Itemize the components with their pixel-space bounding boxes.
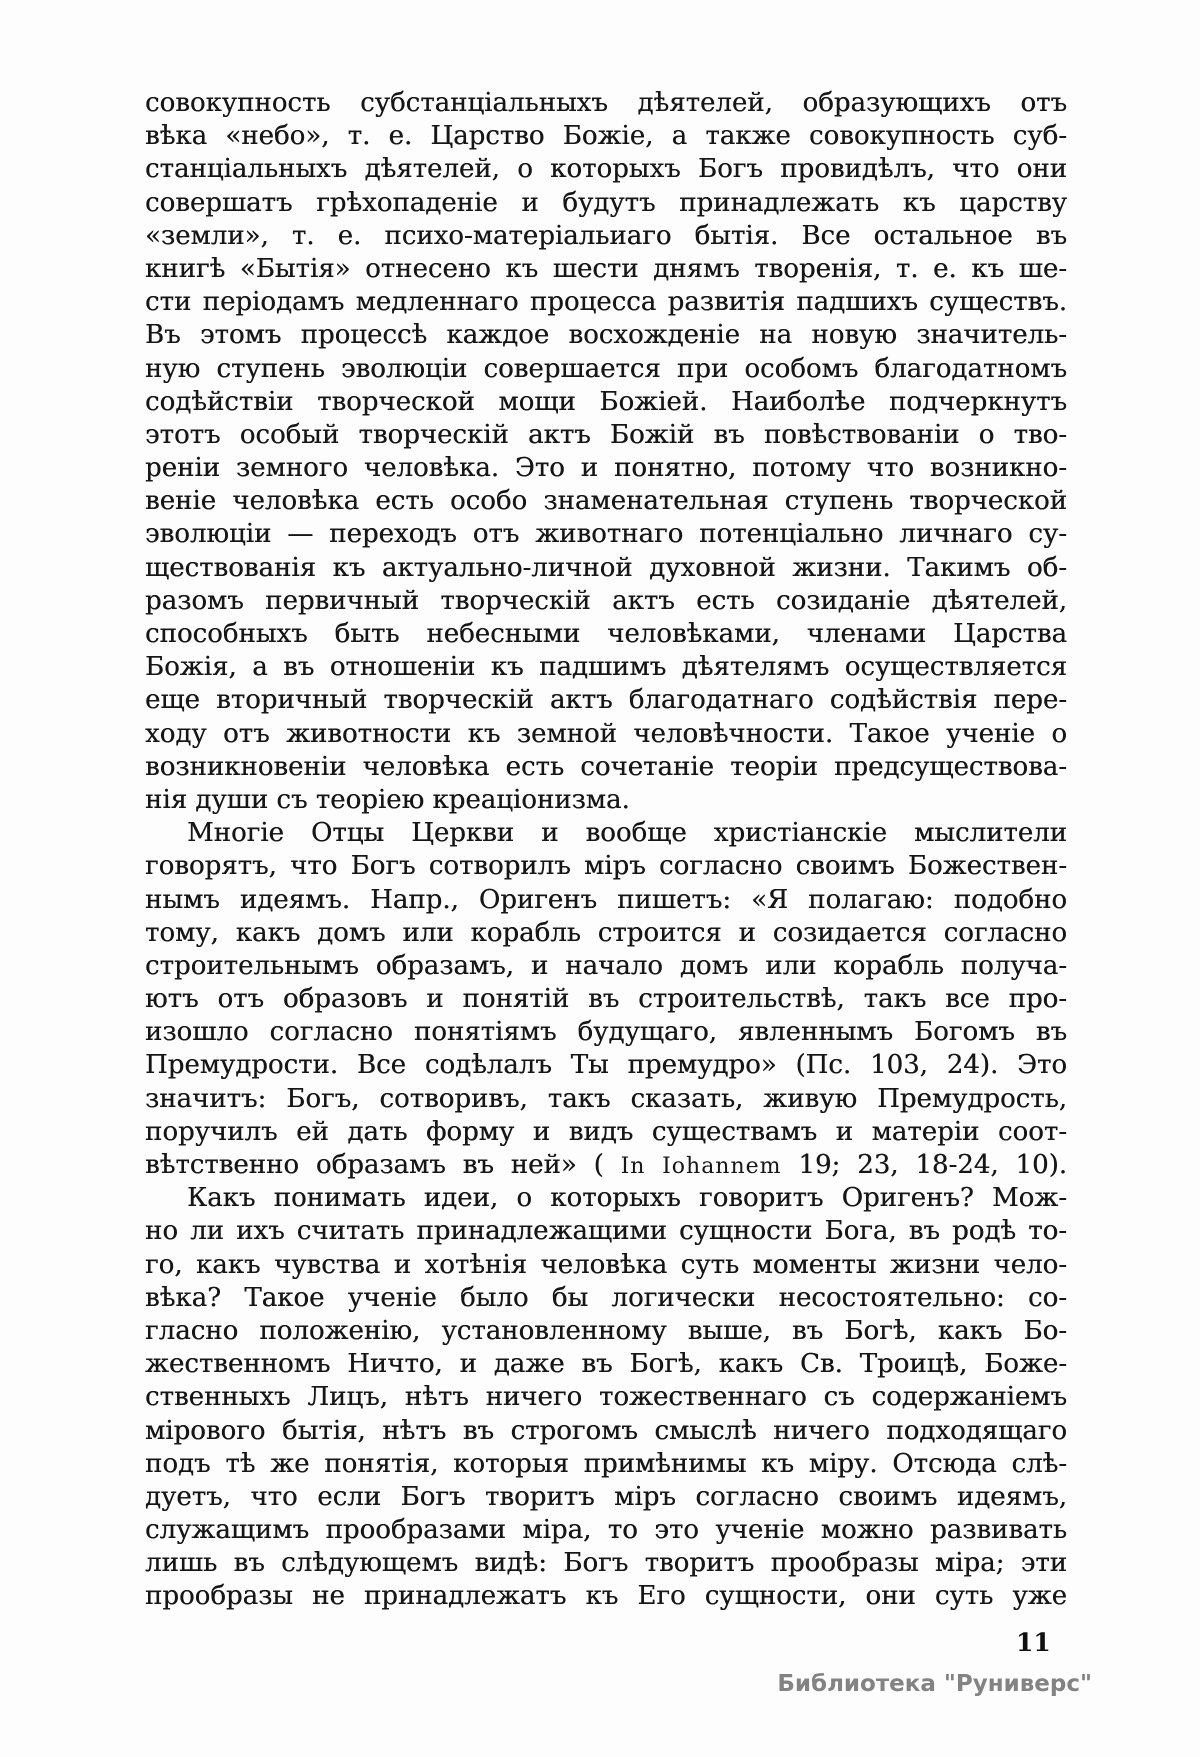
text-line [145,220,1067,253]
text-line [145,1049,1067,1082]
text-segment: строительнымъ образамъ, и начало домъ или корабль получа- [145,950,1067,981]
text-line [145,1315,1067,1348]
text-line [145,1215,1067,1248]
text-line [145,618,1067,651]
text-line [145,1182,1067,1215]
latin-citation: In Iohannem [620,1154,782,1179]
text-segment: сти періодамъ медленнаго процесса развитія падшихъ существъ. [145,287,1067,318]
text-line [145,1016,1067,1049]
text-line [145,1415,1067,1448]
text-line [145,87,1067,120]
text-segment: еще вторичный творческій актъ благодатнаго содѣйствія пере- [145,685,1067,716]
text-line [145,153,1067,186]
text-segment: Божія, а въ отношеніи къ падшимъ дѣятелямъ осуществляется [145,652,1067,683]
text-segment: ществованія къ актуально-личной духовной жизни. Такимъ об- [145,552,1067,583]
text-line [145,319,1067,352]
text-segment: значитъ: Богъ, сотворивъ, такъ сказать, живую Премудрость, [145,1083,1067,1114]
text-segment: ственныхъ Лицъ, нѣтъ ничего тожественнаго съ содержаніемъ [145,1382,1067,1413]
text-segment: нія души съ теоріею креаціонизма. [145,784,630,815]
text-line [145,917,1067,950]
text-line [145,1282,1067,1315]
text-line [145,1083,1067,1116]
text-segment: дуетъ, что если Богъ творитъ міръ согласно своимъ идеямъ, [145,1481,1067,1512]
text-line [145,386,1067,419]
text-line [145,1381,1067,1414]
text-segment: книгѣ «Бытія» отнесено къ шести днямъ творенія, т. е. къ ше- [145,253,1067,284]
text-segment: реніи земного человѣка. Это и понятно, потому что возникно- [145,453,1067,484]
text-line [145,1116,1067,1149]
text-segment: ходу отъ животности къ земной человѣчности. Такое ученіе о [145,718,1067,749]
text-segment: Въ этомъ процессѣ каждое восхожденіе на новую значитель- [145,320,1067,351]
text-line [145,1580,1067,1613]
text-line [145,684,1067,717]
text-line [145,187,1067,220]
text-segment: эволюціи — переходъ отъ животнаго потенціально личнаго су- [145,519,1067,550]
text-line [145,1348,1067,1381]
text-segment: возникновеніи человѣка есть сочетаніе теоріи предсуществова- [145,751,1067,782]
text-line [145,1514,1067,1547]
text-line [145,1547,1067,1580]
text-segment: вѣка «небо», т. е. Царство Божіе, а также совокупность суб- [145,121,1067,152]
text-line [145,1481,1067,1514]
text-segment: подъ тѣ же понятія, которыя примѣнимы къ міру. Отсюда слѣ- [145,1448,1067,1479]
text-segment: этотъ особый творческій актъ Божій въ повѣствованіи о тво- [145,419,1067,450]
text-segment: Какъ понимать идеи, о которыхъ говоритъ Оригенъ? Мож- [187,1183,1067,1214]
text-segment: совершатъ грѣхопаденіе и будутъ принадлежать къ царству [145,187,1067,218]
text-segment: прообразы не принадлежатъ къ Его сущности, они суть уже [145,1581,1067,1612]
text-segment: станціальныхъ дѣятелей, о которыхъ Богъ провидѣлъ, что они [145,154,1067,185]
text-segment: мірового бытія, нѣтъ въ строгомъ смыслѣ ничего подходящаго [145,1415,1067,1446]
text-segment: говорятъ, что Богъ сотворилъ міръ согласно своимъ Божествен- [145,851,1067,882]
text-segment: тому, какъ домъ или корабль строится и созидается согласно [145,917,1067,948]
text-segment: вѣтственно образамъ въ ней» ( [145,1150,621,1180]
text-segment: лишь въ слѣдующемъ видѣ: Богъ творитъ прообразы міра; эти [145,1548,1067,1579]
text-segment: служащимъ прообразами міра, то это ученіе можно развивать [145,1515,1067,1546]
text-segment: Премудрости. Все содѣлалъ Ты премудро» (Пс. 103, 24). Это [145,1050,1067,1081]
text-line [145,518,1067,551]
text-line [145,585,1067,618]
text-segment: гласно положенію, установленному выше, въ Богѣ, какъ Бо- [145,1315,1067,1346]
text-segment: изошло согласно понятіямъ будущаго, явленнымъ Богомъ въ [145,1017,1067,1048]
text-segment: жественномъ Ничто, и даже въ Богѣ, какъ Св. Троицѣ, Боже- [145,1349,1067,1380]
text-segment: го, какъ чувства и хотѣнія человѣка суть моменты жизни чело- [145,1249,1067,1280]
text-line [145,253,1067,286]
text-segment: содѣйствіи творческой мощи Божіей. Наиболѣе подчеркнутъ [145,386,1067,417]
text-segment: нымъ идеямъ. Напр., Оригенъ пишетъ: «Я полагаю: подобно [145,884,1067,915]
text-line [145,120,1067,153]
text-block [145,87,1067,1614]
text-line [145,1448,1067,1481]
library-watermark: Библиотека "Руниверс" [777,1671,1092,1697]
text-line [145,552,1067,585]
text-line [145,452,1067,485]
text-line [145,419,1067,452]
text-segment: ютъ отъ образовъ и понятій въ строительствѣ, такъ все про- [145,984,1067,1015]
text-line [145,718,1067,751]
text-segment: способныхъ быть небесными человѣками, членами Царства [145,619,1067,649]
text-line [145,485,1067,518]
text-line [145,1249,1067,1282]
text-line [145,817,1067,850]
text-segment: поручилъ ей дать форму и видъ существамъ и матеріи соот- [145,1116,1067,1147]
text-segment: но ли ихъ считать принадлежащими сущности Бога, въ родѣ то- [145,1216,1067,1247]
text-line [145,353,1067,386]
text-line [145,286,1067,319]
text-line [145,850,1067,883]
text-line [145,983,1067,1016]
text-line [145,751,1067,784]
text-line [145,784,1067,817]
text-line [145,1149,1067,1182]
text-segment: вѣка? Такое ученіе было бы логически несостоятельно: со- [145,1282,1067,1313]
text-line [145,950,1067,983]
page-number: 11 [1016,1628,1051,1657]
text-segment: разомъ первичный творческій актъ есть созиданіе дѣятелей, [145,585,1067,616]
text-line [145,651,1067,684]
text-segment: «земли», т. е. психо-матеріальиаго бытія. Все остальное въ [145,220,1067,251]
text-line [145,884,1067,917]
text-segment: совокупность субстанціальныхъ дѣятелей, образующихъ отъ [145,88,1067,118]
text-segment: Многіе Отцы Церкви и вообще христіанскіе мыслители [187,818,1067,849]
text-segment: веніе человѣка есть особо знаменательная ступень творческой [145,486,1067,517]
text-segment: 19; 23, 18-24, 10). [781,1150,1067,1180]
text-segment: ную ступень эволюціи совершается при особомъ благодатномъ [145,353,1067,384]
